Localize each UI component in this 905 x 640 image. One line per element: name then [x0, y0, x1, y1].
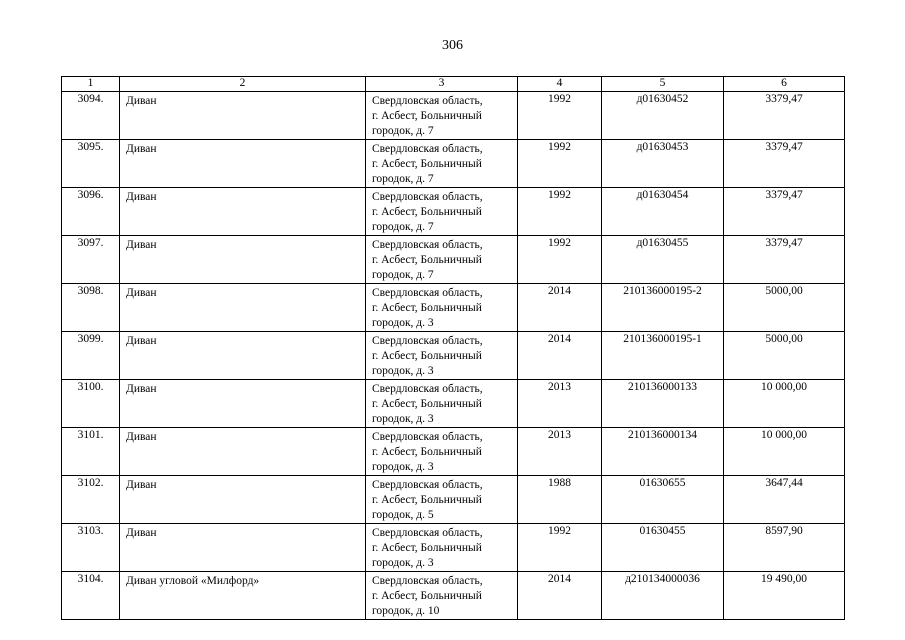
address-line: г. Асбест, Больничный [372, 206, 482, 218]
address-line: Свердловская область, [372, 527, 483, 539]
cost-cell: 5000,00 [724, 332, 845, 380]
address-line: городок, д. 7 [372, 173, 434, 185]
address-cell [366, 92, 518, 140]
address-line: Свердловская область, [372, 479, 483, 491]
address-line: Свердловская область, [372, 575, 483, 587]
address-line: городок, д. 3 [372, 365, 434, 377]
address-line: г. Асбест, Больничный [372, 398, 482, 410]
table-body [62, 92, 845, 620]
year-cell: 2014 [518, 284, 602, 332]
item-name-cell: Диван [120, 476, 366, 524]
inventory-number-cell: д01630454 [602, 188, 724, 236]
column-header: 6 [724, 77, 845, 92]
inventory-number-cell: 210136000133 [602, 380, 724, 428]
address-line: г. Асбест, Больничный [372, 302, 482, 314]
column-header: 1 [62, 77, 120, 92]
table-row [62, 572, 845, 620]
item-name-cell: Диван [120, 92, 366, 140]
address-cell [366, 428, 518, 476]
row-number-cell: 3100. [62, 380, 120, 428]
row-number-cell: 3102. [62, 476, 120, 524]
row-number-cell: 3099. [62, 332, 120, 380]
cost-cell: 3379,47 [724, 140, 845, 188]
inventory-number-cell: д210134000036 [602, 572, 724, 620]
address-line: г. Асбест, Больничный [372, 158, 482, 170]
address-line: г. Асбест, Больничный [372, 446, 482, 458]
address-line: городок, д. 5 [372, 509, 434, 521]
column-header: 4 [518, 77, 602, 92]
item-name-cell: Диван угловой «Милфорд» [120, 572, 366, 620]
page-number: 306 [442, 38, 463, 53]
table-header-row [62, 77, 845, 92]
column-header: 5 [602, 77, 724, 92]
table-row [62, 284, 845, 332]
table-row [62, 380, 845, 428]
address-line: Свердловская область, [372, 95, 483, 107]
year-cell: 1988 [518, 476, 602, 524]
row-number-cell: 3097. [62, 236, 120, 284]
inventory-number-cell: 210136000195-1 [602, 332, 724, 380]
item-name-cell: Диван [120, 236, 366, 284]
year-cell: 2014 [518, 572, 602, 620]
column-header: 3 [366, 77, 518, 92]
cost-cell: 3647,44 [724, 476, 845, 524]
item-name-cell: Диван [120, 332, 366, 380]
row-number-cell: 3098. [62, 284, 120, 332]
year-cell: 2013 [518, 428, 602, 476]
item-name-cell: Диван [120, 380, 366, 428]
item-name-cell: Диван [120, 524, 366, 572]
cost-cell: 3379,47 [724, 92, 845, 140]
cost-cell: 19 490,00 [724, 572, 845, 620]
inventory-number-cell: 210136000195-2 [602, 284, 724, 332]
inventory-number-cell: 210136000134 [602, 428, 724, 476]
address-cell [366, 380, 518, 428]
address-line: городок, д. 7 [372, 269, 434, 281]
cost-cell: 5000,00 [724, 284, 845, 332]
table-row [62, 236, 845, 284]
address-line: городок, д. 7 [372, 125, 434, 137]
address-line: г. Асбест, Больничный [372, 494, 482, 506]
address-cell [366, 140, 518, 188]
column-header: 2 [120, 77, 366, 92]
address-line: городок, д. 3 [372, 461, 434, 473]
year-cell: 1992 [518, 524, 602, 572]
table-row [62, 188, 845, 236]
inventory-number-cell: 01630655 [602, 476, 724, 524]
table-row [62, 524, 845, 572]
year-cell: 1992 [518, 140, 602, 188]
address-cell [366, 284, 518, 332]
item-name-cell: Диван [120, 284, 366, 332]
address-line: городок, д. 3 [372, 413, 434, 425]
row-number-cell: 3101. [62, 428, 120, 476]
year-cell: 2014 [518, 332, 602, 380]
inventory-number-cell: 01630455 [602, 524, 724, 572]
address-line: городок, д. 10 [372, 605, 440, 617]
item-name-cell: Диван [120, 428, 366, 476]
row-number-cell: 3104. [62, 572, 120, 620]
inventory-number-cell: д01630453 [602, 140, 724, 188]
item-name-cell: Диван [120, 188, 366, 236]
inventory-number-cell: д01630455 [602, 236, 724, 284]
address-line: Свердловская область, [372, 335, 483, 347]
address-line: г. Асбест, Больничный [372, 590, 482, 602]
property-table [61, 76, 845, 620]
table-row [62, 140, 845, 188]
address-line: Свердловская область, [372, 383, 483, 395]
address-cell [366, 572, 518, 620]
address-line: Свердловская область, [372, 143, 483, 155]
inventory-number-cell: д01630452 [602, 92, 724, 140]
table-row [62, 476, 845, 524]
table-row [62, 332, 845, 380]
address-cell [366, 236, 518, 284]
address-line: г. Асбест, Больничный [372, 110, 482, 122]
item-name-cell: Диван [120, 140, 366, 188]
row-number-cell: 3094. [62, 92, 120, 140]
address-line: городок, д. 3 [372, 317, 434, 329]
address-cell [366, 476, 518, 524]
cost-cell: 3379,47 [724, 188, 845, 236]
year-cell: 1992 [518, 236, 602, 284]
address-line: Свердловская область, [372, 287, 483, 299]
row-number-cell: 3103. [62, 524, 120, 572]
address-line: г. Асбест, Больничный [372, 542, 482, 554]
year-cell: 1992 [518, 92, 602, 140]
address-line: Свердловская область, [372, 239, 483, 251]
address-line: Свердловская область, [372, 431, 483, 443]
table-row [62, 92, 845, 140]
address-cell [366, 188, 518, 236]
address-line: г. Асбест, Больничный [372, 254, 482, 266]
address-line: г. Асбест, Больничный [372, 350, 482, 362]
cost-cell: 8597,90 [724, 524, 845, 572]
year-cell: 1992 [518, 188, 602, 236]
address-cell [366, 524, 518, 572]
address-line: городок, д. 3 [372, 557, 434, 569]
row-number-cell: 3095. [62, 140, 120, 188]
address-cell [366, 332, 518, 380]
address-line: городок, д. 7 [372, 221, 434, 233]
cost-cell: 10 000,00 [724, 380, 845, 428]
row-number-cell: 3096. [62, 188, 120, 236]
address-line: Свердловская область, [372, 191, 483, 203]
table-row [62, 428, 845, 476]
year-cell: 2013 [518, 380, 602, 428]
cost-cell: 3379,47 [724, 236, 845, 284]
cost-cell: 10 000,00 [724, 428, 845, 476]
